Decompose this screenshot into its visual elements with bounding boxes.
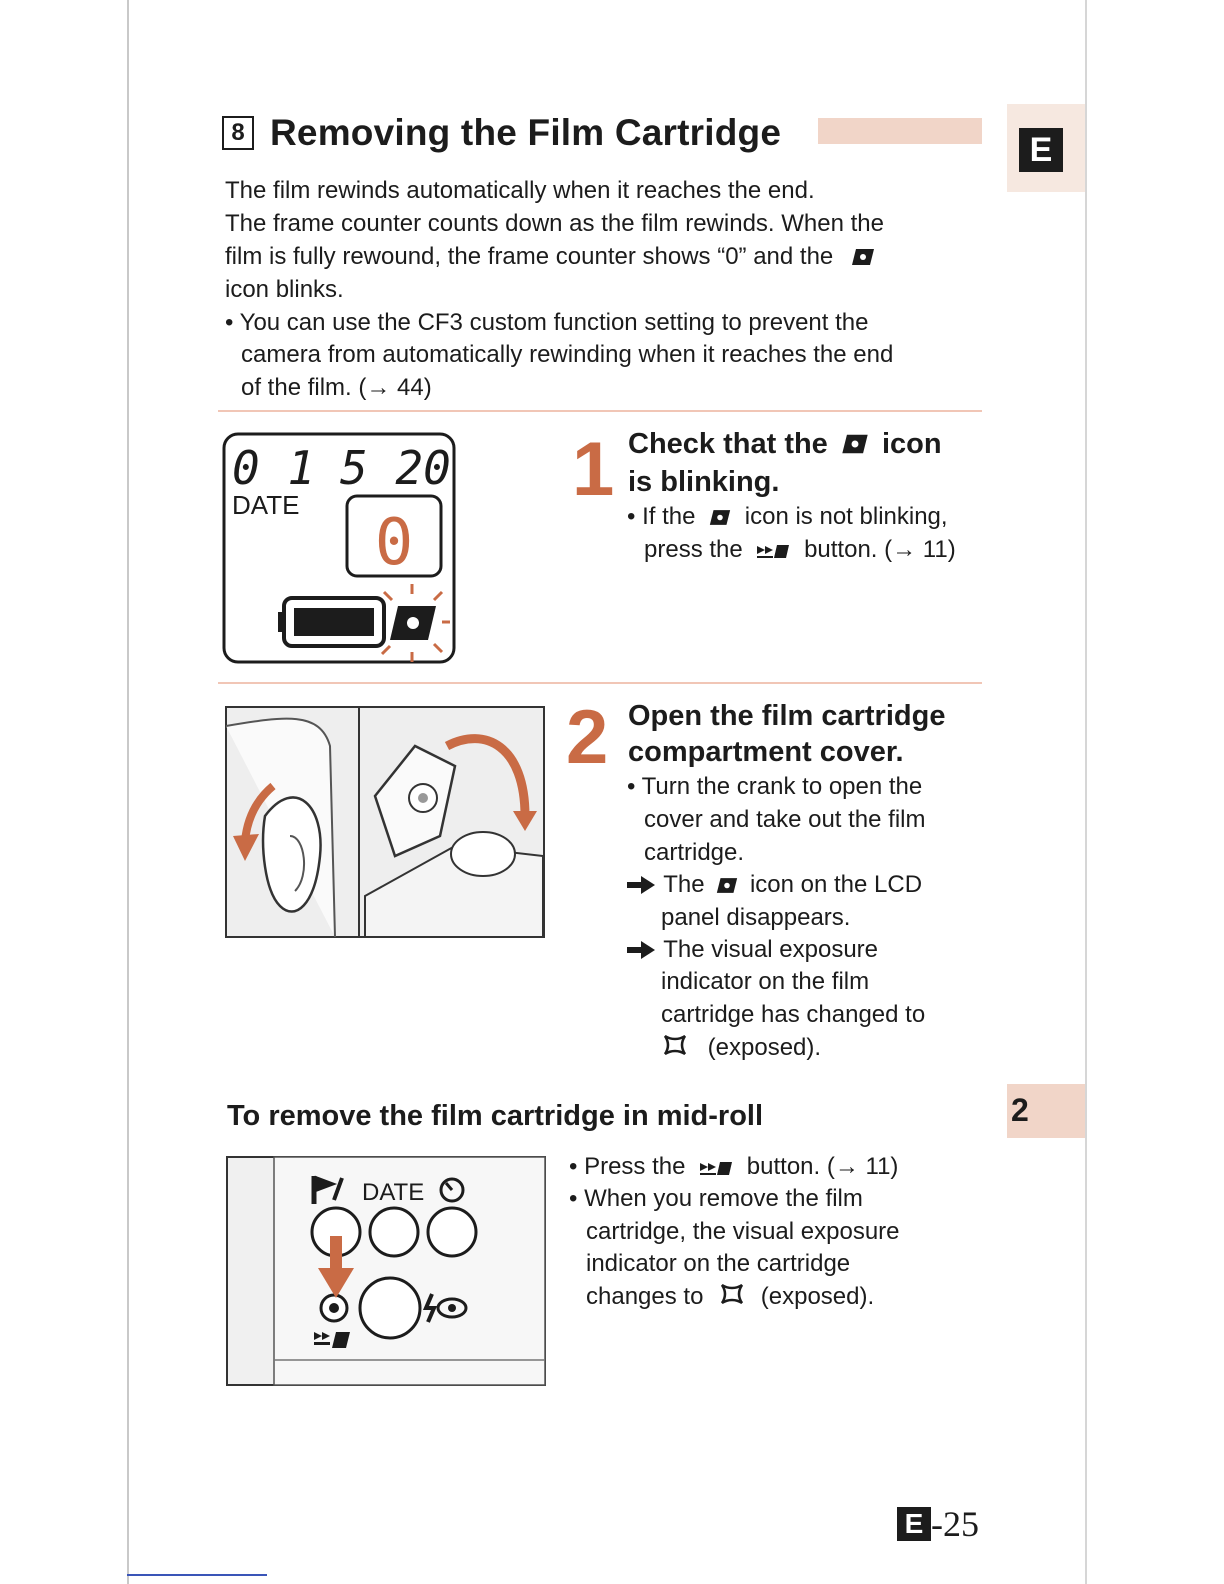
- step-2-result: The visual exposure: [627, 933, 878, 966]
- intro-line: icon blinks.: [225, 276, 344, 303]
- intro-bullet: • You can use the CF3 custom function setting to prevent the: [225, 309, 869, 336]
- exposed-indicator-icon: [718, 1281, 746, 1307]
- step-2-result: The icon on the LCD: [627, 868, 922, 901]
- page-title: Removing the Film Cartridge: [270, 112, 782, 153]
- step-1-number: 1: [572, 427, 615, 512]
- section-number: 8: [222, 116, 254, 150]
- panel-date-label: DATE: [362, 1179, 425, 1206]
- step-2-text: cover and take out the film: [644, 806, 926, 833]
- lcd-date-label: DATE: [232, 490, 300, 520]
- midroll-heading: To remove the film cartridge in mid-roll: [227, 1100, 764, 1132]
- intro-bullet: camera from automatically rewinding when it reaches the end: [241, 341, 894, 368]
- step-2-heading: Open the film cartridge: [628, 700, 946, 732]
- midroll-bullet: • Press the button. (→ 11): [569, 1153, 899, 1180]
- film-cartridge-icon: [840, 432, 870, 456]
- lcd-panel-figure: [222, 432, 456, 664]
- rewind-button-icon: [698, 1159, 734, 1177]
- film-cartridge-icon: [715, 876, 739, 895]
- step-2-result: cartridge has changed to: [661, 1001, 926, 1028]
- lcd-left-digits: 0 1: [232, 441, 316, 495]
- midroll-bullet: • When you remove the film: [569, 1185, 863, 1212]
- midroll-bullet: indicator on the cartridge: [586, 1250, 851, 1277]
- arrow-right-icon: [627, 940, 657, 960]
- midroll-bullet: changes to (exposed).: [586, 1283, 875, 1310]
- intro-line: The frame counter counts down as the film rewinds. When the: [225, 210, 884, 237]
- divider: [218, 410, 982, 412]
- divider: [218, 682, 982, 684]
- exposed-indicator-icon: [661, 1032, 689, 1058]
- step-2-text: cartridge.: [644, 839, 745, 866]
- rewind-button-icon: [755, 542, 791, 560]
- language-tab: E: [1019, 128, 1063, 172]
- page-edge-left: [127, 0, 129, 1584]
- page-number: E -25: [897, 1504, 979, 1544]
- step-2-result: panel disappears.: [661, 904, 851, 931]
- bottom-edge-line: [127, 1574, 267, 1576]
- step-2-result: indicator on the film: [661, 968, 870, 995]
- step-2-number: 2: [566, 695, 609, 780]
- intro-bullet: of the film. (→ 44): [241, 374, 432, 401]
- chapter-tab: 2: [1007, 1084, 1085, 1138]
- step-2-text: • Turn the crank to open the: [627, 773, 923, 800]
- intro-line: The film rewinds automatically when it reaches the end.: [225, 177, 815, 204]
- page-edge-right: [1085, 0, 1087, 1584]
- film-cartridge-icon: [708, 508, 732, 527]
- lcd-right-digits: 5 20: [340, 441, 451, 495]
- step-2-result: (exposed).: [661, 1031, 821, 1064]
- step-1-text: press the button. (→ 11): [644, 536, 956, 563]
- lcd-frame-counter: 0: [374, 506, 414, 580]
- step-2-heading: compartment cover.: [628, 736, 904, 768]
- footer-language-box: E: [897, 1507, 931, 1541]
- title-accent-bar: [818, 118, 982, 144]
- step-1-text: • If the icon is not blinking,: [627, 503, 948, 530]
- step-1-heading: is blinking.: [628, 466, 780, 498]
- camera-cover-figure: [225, 706, 545, 938]
- film-cartridge-icon: [850, 247, 876, 267]
- midroll-bullet: cartridge, the visual exposure: [586, 1218, 900, 1245]
- button-panel-figure: [226, 1156, 546, 1388]
- step-1-heading: Check that the icon: [628, 428, 942, 460]
- intro-line: film is fully rewound, the frame counter shows “0” and the: [225, 240, 876, 273]
- arrow-right-icon: [627, 875, 657, 895]
